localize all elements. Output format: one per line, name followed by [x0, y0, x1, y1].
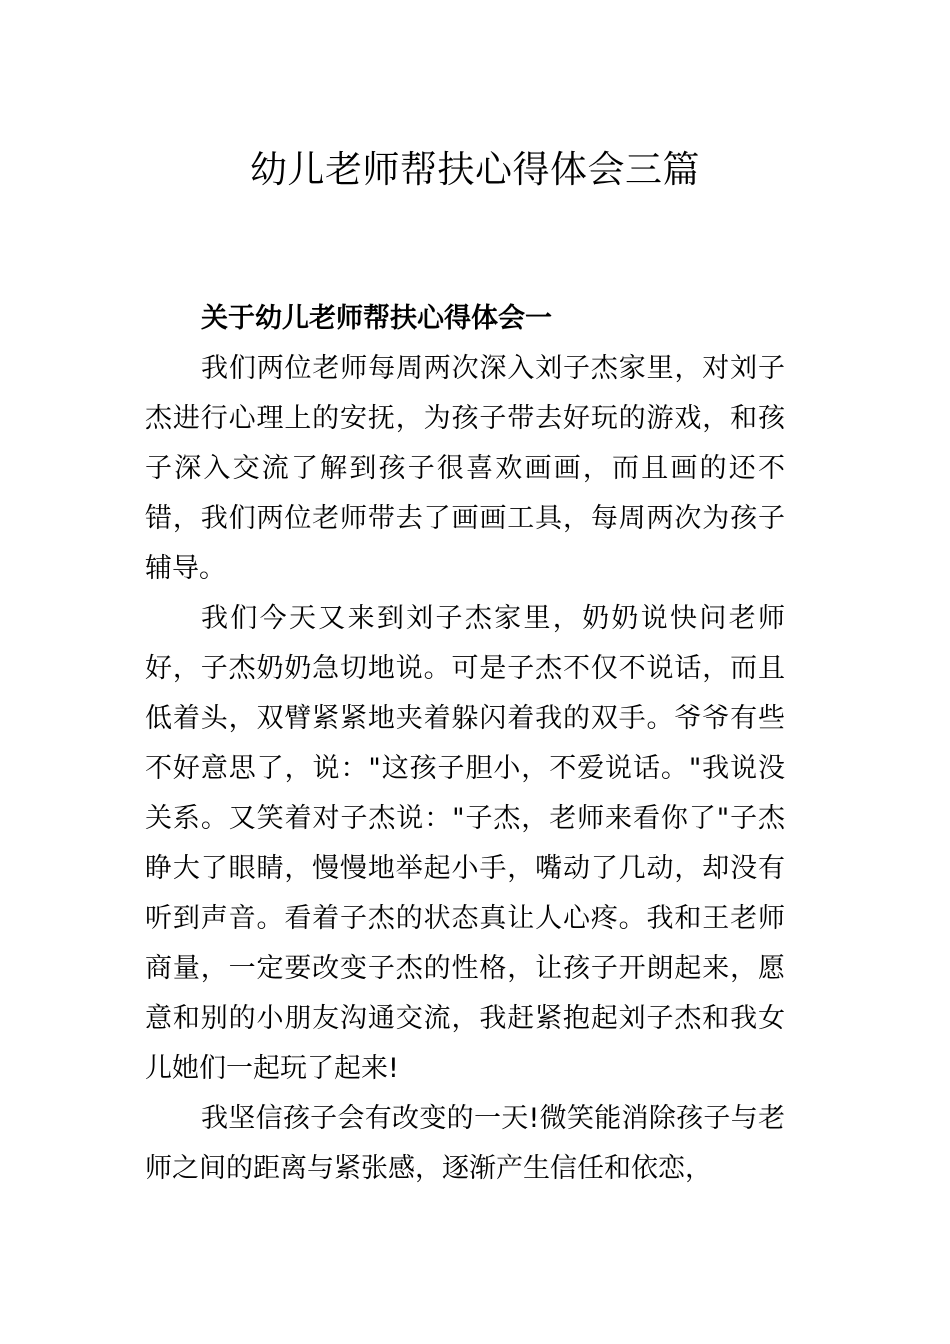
paragraph-1: 我们两位老师每周两次深入刘子杰家里，对刘子杰进行心理上的安抚，为孩子带去好玩的游戏，和孩子深入交流了解到孩子很喜欢画画，而且画的还不错，我们两位老师带去了画画工具，每周两次为孩子辅导。 [145, 353, 785, 584]
document-body [145, 294, 785, 1194]
paragraph-2: 我们今天又来到刘子杰家里，奶奶说快问老师好，子杰奶奶急切地说。可是子杰不仅不说话，而且低着头，双臂紧紧地夹着躲闪着我的双手。爷爷有些不好意思了，说："这孩子胆小，不爱说话。"我说没关系。又笑着对子杰说："子杰，老师来看你了"子杰睁大了眼睛，慢慢地举起小手，嘴动了几动，却没有听到声音。看着子杰的状态真让人心疼。我和王老师商量，一定要改变子杰的性格，让孩子开朗起来，愿意和别的小朋友沟通交流，我赶紧抱起刘子杰和我女儿她们一起玩了起来! [145, 603, 785, 1084]
paragraph-3: 我坚信孩子会有改变的一天!微笑能消除孩子与老师之间的距离与紧张感，逐渐产生信任和依恋， [145, 1103, 785, 1184]
section-heading: 关于幼儿老师帮扶心得体会一 [201, 303, 552, 334]
document-title: 幼儿老师帮扶心得体会三篇 [250, 148, 700, 191]
